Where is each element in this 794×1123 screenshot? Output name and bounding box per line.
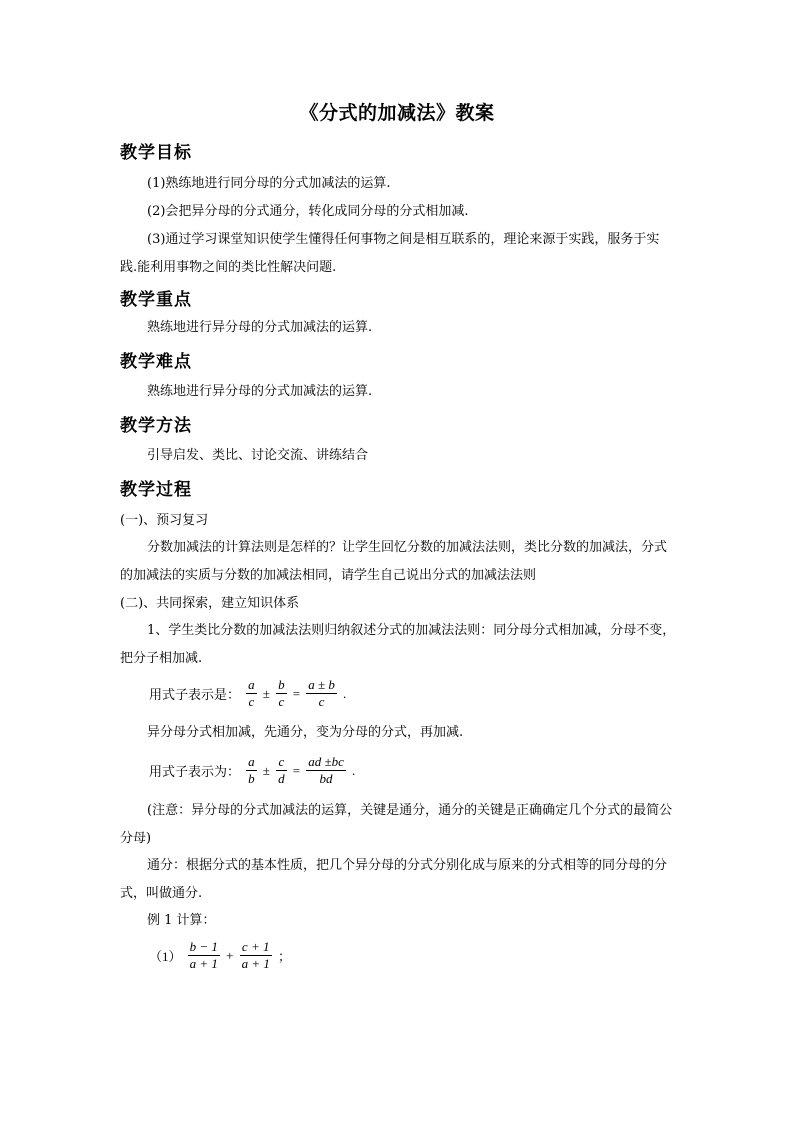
formula2-label: 用式子表示为： <box>149 765 241 780</box>
method-text: 引导启发、类比、讨论交流、讲练结合 <box>147 448 369 463</box>
tongfen-definition: 通分：根据分式的基本性质，把几个异分母的分式分别化成与原来的分式相等的同分母的分式，叫做通分. <box>120 858 668 901</box>
fraction: $\frac{b - 1}{a + 1}$ <box>189 939 218 971</box>
heading-key-points: 教学重点 <box>120 290 192 310</box>
process-part1-title: (一)、预习复习 <box>120 513 209 528</box>
goal-item-3: (3)通过学习课堂知识使学生懂得任何事物之间是相互联系的，理论来源于实践，服务于实践.能利用事物之间的类比性解决问题. <box>120 232 660 275</box>
formula-same-denominator: 用式子表示是： $\frac{a}{c}$ ± $\frac{b}{c}$ = $\frac{a \pm b}{c}$ . <box>149 677 347 709</box>
fraction: $\frac{b}{c}$ <box>278 677 285 709</box>
fraction: $\frac{a}{c}$ <box>248 677 255 709</box>
process-part2-title: (二)、共同探索，建立知识体系 <box>120 596 300 611</box>
example-label: 例 1 计算： <box>147 913 216 928</box>
fraction: $\frac{a \pm b}{c}$ <box>308 677 335 709</box>
note-text: (注意：异分母的分式加减法的运算，关键是通分，通分的关键是正确确定几个分式的最简公分母) <box>120 803 673 846</box>
fraction: $\frac{c}{d}$ <box>278 754 285 786</box>
goal-item-1: (1)熟练地进行同分母的分式加减法的运算. <box>147 176 391 191</box>
document-title: 《分式的加减法》教案 <box>299 102 495 124</box>
heading-goals: 教学目标 <box>120 143 192 163</box>
heading-process: 教学过程 <box>120 480 192 500</box>
process-part1-text: 分数加减法的计算法则是怎样的？让学生回忆分数的加减法法则，类比分数的加减法，分式的加减法的实质与分数的加减法相同，请学生自己说出分式的加减法法则 <box>120 540 668 583</box>
formula1-label: 用式子表示是： <box>149 688 241 703</box>
difficulty-text: 熟练地进行异分母的分式加减法的运算. <box>147 384 373 399</box>
different-denominator-text: 异分母分式相加减，先通分，变为分母的分式，再加减. <box>147 725 464 740</box>
heading-difficulty: 教学难点 <box>120 352 192 372</box>
process-part2-text: 1、学生类比分数的加减法法则归纳叙述分式的加减法法则：同分母分式相加减，分母不变，把分子相加减. <box>120 623 676 666</box>
fraction: $\frac{c + 1}{a + 1}$ <box>241 939 270 971</box>
example-1-expression: （1） $\frac{b - 1}{a + 1}$ + $\frac{c + 1}{a + 1}$ ； <box>149 939 291 971</box>
fraction: $\frac{ad \pm bc}{bd}$ <box>308 754 344 786</box>
formula-different-denominator: 用式子表示为： $\frac{a}{b}$ ± $\frac{c}{d}$ = $\frac{ad \pm bc}{bd}$ . <box>149 754 356 786</box>
heading-method: 教学方法 <box>120 416 192 436</box>
key-points-text: 熟练地进行异分母的分式加减法的运算. <box>147 320 373 335</box>
goal-item-2: (2)会把异分母的分式通分，转化成同分母的分式相加减. <box>147 204 469 219</box>
fraction: $\frac{a}{b}$ <box>248 754 255 786</box>
